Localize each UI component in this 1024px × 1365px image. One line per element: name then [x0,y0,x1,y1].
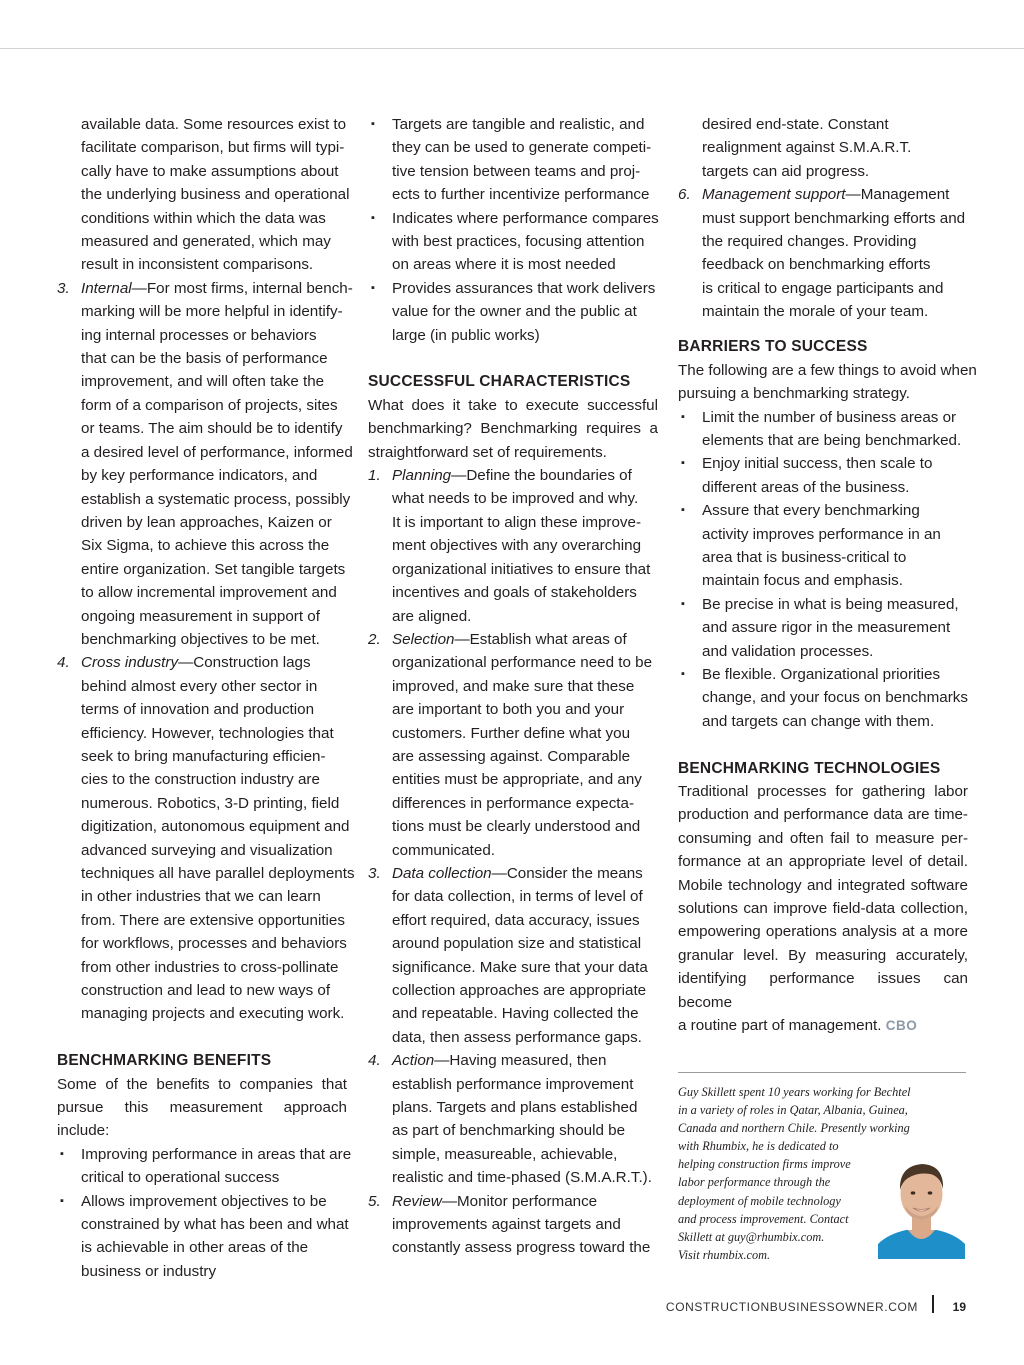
text-line: measured and generated, which may [81,233,331,251]
item-number: 2. [368,630,381,648]
text-line: realignment against S.M.A.R.T. [702,139,912,157]
heading-benchmarking-technologies: BENCHMARKING TECHNOLOGIES [678,759,941,777]
numbered-item [368,1190,658,1260]
paragraph-last-line [678,1014,968,1037]
bio-line: and process improvement. Contact [678,1211,849,1226]
text-line: conditions within which the data was [81,209,326,227]
bullet-line: ects to further incentivize performance [392,186,650,204]
bio-line: Guy Skillett spent 10 years working for Bechtel [678,1085,911,1099]
bullet-marker: ▪ [60,1194,64,1207]
bullet-line: Indicates where performance compares [392,209,659,227]
item-line: Six Sigma, to achieve this across the [81,537,330,555]
heading-benchmarking-benefits: BENCHMARKING BENEFITS [57,1052,272,1070]
bio-line: labor performance through the [678,1175,831,1190]
bio-line: in a variety of roles in Qatar, Albania, Guinea, [678,1103,908,1118]
item-lead: —Construction lags [178,654,311,672]
spacer [678,733,968,756]
item-number: 1. [368,467,381,485]
item-line: cies to the construction industry are [81,771,320,789]
bullet-line: and targets can change with them. [702,712,935,730]
item-number: 6. [678,186,691,204]
bio-line: deployment of mobile technology [678,1193,841,1208]
item-line: collection approaches are appropriate [392,982,647,1000]
item-line: data, then assess performance gaps. [392,1028,642,1046]
bullet-line: elements that are being benchmarked. [702,431,962,449]
paragraph-line: Traditional processes for gathering labor [678,783,968,801]
bullet-item [368,277,658,347]
item-line: for data collection, in terms of level of [392,888,643,906]
item-line: are aligned. [392,607,472,625]
heading-successful-characteristics: SUCCESSFUL CHARACTERISTICS [368,373,631,391]
bullet-marker: ▪ [681,597,685,610]
item-first-line [392,1190,658,1213]
item-line: and repeatable. Having collected the [392,1005,639,1023]
bio-line: Visit rhumbix.com. [678,1247,771,1262]
item-line: a desired level of performance, informed [81,443,353,461]
bullet-line: and validation processes. [702,642,874,660]
bullet-item [57,1143,352,1190]
continuation-paragraph [57,113,350,277]
item-title: Data collection [392,864,492,882]
numbered-item [678,183,968,323]
item-lead: —Having measured, then [434,1052,607,1070]
intro-line: pursuing a benchmarking strategy. [678,385,910,403]
item-line: efficiency. However, technologies that [81,724,334,742]
bullet-marker: ▪ [681,504,685,517]
bullet-line: change, and your focus on benchmarks [702,689,968,707]
item-line: from other industries to cross-pollinate [81,958,339,976]
numbered-item [368,862,658,1049]
bullet-line: on areas where it is most needed [392,256,616,274]
bio-line: Skillett at guy@rhumbix.com. [678,1229,825,1244]
item-line: in other industries that we can learn [81,888,321,906]
paragraph-last-text: a routine part of management. [678,1017,882,1035]
text-line: available data. Some resources exist to [81,116,347,133]
item-first-line [392,1049,658,1072]
continuation-paragraph [678,113,968,183]
item-first-line [392,862,658,885]
bio-divider [678,1072,966,1073]
item-title: Internal [81,279,132,297]
intro-line: pursue this measurement approach include: [57,1099,347,1140]
bullet-line: Limit the number of business areas or [702,408,957,426]
item-line: is critical to engage participants and [702,279,944,297]
page-number: 19 [952,1300,966,1314]
item-line: managing projects and executing work. [81,1005,345,1023]
bullet-line: business or industry [81,1262,217,1280]
paragraph-line: empowering operations analysis at a more [678,923,968,941]
item-line: are important to both you and your [392,701,625,719]
item-line: maintain the morale of your team. [702,303,929,321]
paragraph-line: solutions can improve field-data collection, [678,900,968,918]
item-line: construction and lead to new ways of [81,982,331,1000]
bullet-line: different areas of the business. [702,478,910,496]
text-line: the underlying business and operational [81,186,350,204]
item-first-line [392,628,658,651]
item-line: simple, measureable, achievable, [392,1145,618,1163]
intro-line: Some of the benefits to companies that [57,1075,347,1093]
bullet-line: tive tension between teams and proj- [392,162,641,180]
item-lead: —Management [845,186,950,204]
item-lead: —Monitor performance [441,1192,598,1210]
bullet-item [368,207,658,277]
item-title: Management support [702,186,846,204]
bullet-item [678,663,968,733]
item-line: numerous. Robotics, 3-D printing, field [81,794,340,812]
item-line: entities must be appropriate, and any [392,771,642,789]
item-line: that can be the basis of performance [81,350,328,368]
item-lead: —Define the boundaries of [451,467,632,485]
spacer [368,347,658,370]
item-title: Selection [392,630,455,648]
item-line: for workflows, processes and behaviors [81,935,347,953]
numbered-item [368,464,658,628]
bullet-line: critical to operational success [81,1169,280,1187]
item-line: plans. Targets and plans established [392,1099,638,1117]
item-line: as part of benchmarking should be [392,1122,626,1140]
item-line: tions must be clearly understood and [392,818,641,836]
item-line: establish performance improvement [392,1075,634,1093]
bullet-line: Be precise in what is being measured, [702,595,959,613]
bullet-line: large (in public works) [392,326,540,344]
item-line: significance. Make sure that your data [392,958,648,976]
item-line: realistic and time-phased (S.M.A.R.T.). [392,1169,652,1187]
item-first-line [81,651,347,674]
item-line: customers. Further define what you [392,724,631,742]
bullet-line: activity improves performance in an [702,525,941,543]
bullet-marker: ▪ [371,211,375,224]
bio-line: Canada and northern Chile. Presently working [678,1121,910,1136]
intro-line: straightforward set of requirements. [368,443,607,461]
bullet-item [57,1190,347,1284]
column-1 [57,113,355,1283]
item-lead: —Establish what areas of [454,630,627,648]
item-number: 3. [57,279,70,297]
top-rule [0,48,1024,49]
item-lead: —Consider the means [491,864,643,882]
item-line: seek to bring manufacturing efficien- [81,747,326,765]
item-line: incentives and goals of stakeholders [392,584,637,602]
item-line: must support benchmarking efforts and [702,209,966,227]
bullet-line: Targets are tangible and realistic, and [392,116,645,133]
item-line: ment objectives with any overarching [392,537,642,555]
bullet-line: Assure that every benchmarking [702,502,920,520]
bullet-marker: ▪ [681,457,685,470]
numbered-item [57,651,355,1026]
author-photo [878,1156,965,1259]
item-line: around population size and statistical [392,935,642,953]
paragraph-line: Mobile technology and integrated software [678,876,968,894]
item-line: or teams. The aim should be to identify [81,420,343,438]
item-line: entire organization. Set tangible targets [81,560,346,578]
numbered-item [368,628,658,862]
item-number: 4. [368,1052,381,1070]
bullet-marker: ▪ [371,118,375,130]
paragraph-line: identifying performance issues can become [678,970,968,1011]
bullet-line: maintain focus and emphasis. [702,572,903,590]
bullet-item [368,113,658,207]
bullet-line: Provides assurances that work delivers [392,279,656,297]
bullet-line: and assure rigor in the measurement [702,619,951,637]
bullet-marker: ▪ [60,1147,64,1160]
column-2 [368,113,658,1260]
intro-line: benchmarking? Benchmarking requires a [368,420,658,438]
bullet-line: with best practices, focusing attention [392,233,645,251]
item-title: Review [392,1192,442,1210]
item-line: terms of innovation and production [81,701,315,719]
bullet-marker: ▪ [681,410,685,423]
text-line: facilitate comparison, but firms will typi- [81,139,345,157]
item-line: differences in performance expecta- [392,794,635,812]
text-line: cally have to make assumptions about [81,162,339,180]
bullet-line: Improving performance in areas that are [81,1145,352,1163]
item-title: Action [392,1052,435,1070]
bullet-line: value for the owner and the public at [392,303,637,321]
numbered-item [57,277,353,652]
bullet-line: Allows improvement objectives to be [81,1192,327,1210]
item-line: to allow incremental improvement and [81,584,337,602]
bullet-line: Be flexible. Organizational priorities [702,666,941,684]
bullet-item [678,593,968,663]
bullet-line: they can be used to generate competi- [392,139,652,157]
bio-line: helping construction firms improve [678,1157,851,1172]
bullet-marker: ▪ [681,668,685,681]
bullet-line: constrained by what has been and what [81,1216,349,1234]
item-number: 5. [368,1192,381,1210]
item-line: benchmarking objectives to be met. [81,630,320,648]
text-line: desired end-state. Constant [702,116,889,133]
paragraph-line: formance at an appropriate level of detail. [678,853,968,871]
item-line: from. There are extensive opportunities [81,911,345,929]
item-line: digitization, autonomous equipment and [81,818,350,836]
item-line: techniques all have parallel deployments [81,865,355,882]
bio-line: with Rhumbix, he is dedicated to [678,1139,839,1154]
item-first-line [392,464,658,487]
heading-barriers-to-success: BARRIERS TO SUCCESS [678,338,868,356]
spacer [678,324,968,336]
item-line: organizational performance need to be [392,654,653,672]
item-line: improvements against targets and [392,1216,621,1234]
item-line: improvement, and will often take the [81,373,325,391]
bullet-line: Enjoy initial success, then scale to [702,455,933,473]
item-line: ongoing measurement in support of [81,607,320,625]
item-first-line [702,183,968,206]
item-number: 4. [57,654,70,672]
item-title: Cross industry [81,654,179,672]
item-line: advanced surveying and visualization [81,841,333,859]
intro-line: What does it take to execute successful [368,396,658,414]
item-line: communicated. [392,841,495,859]
item-line: form of a comparison of projects, sites [81,396,338,414]
bullet-item [678,452,968,499]
spacer [57,1026,347,1049]
item-line: establish a systematic process, possibly [81,490,351,508]
end-mark-cbo: CBO [885,1018,918,1034]
paragraph-line: consuming and often fail to measure per- [678,829,968,847]
bullet-line: is achievable in other areas of the [81,1239,309,1257]
item-line: improved, and make sure that these [392,677,635,695]
item-line: effort required, data accuracy, issues [392,911,640,929]
item-line: the required changes. Providing [702,233,917,251]
item-line: constantly assess progress toward the [392,1239,651,1257]
item-lead: —For most firms, internal bench- [131,279,353,297]
page-footer [600,1298,970,1318]
intro-line: The following are a few things to avoid when [678,361,977,379]
item-number: 3. [368,864,381,882]
item-line: are assessing against. Comparable [392,747,631,765]
paragraph-line: granular level. By measuring accurately, [678,946,968,964]
item-line: behind almost every other sector in [81,677,318,695]
item-line: what needs to be improved and why. [392,490,639,508]
bullet-marker: ▪ [371,281,375,294]
bullet-item [678,499,968,593]
item-line: feedback on benchmarking efforts [702,256,931,274]
bullet-item [678,406,968,453]
item-line: marking will be more helpful in identify- [81,303,343,321]
item-line: by key performance indicators, and [81,467,318,485]
item-line: organizational initiatives to ensure that [392,560,651,578]
footer-divider [932,1295,934,1313]
item-first-line [81,277,353,300]
item-title: Planning [392,467,452,485]
bullet-line: area that is business-critical to [702,549,907,566]
text-line: result in inconsistent comparisons. [81,256,314,274]
footer-site: CONSTRUCTIONBUSINESSOWNER.COM [665,1300,918,1314]
text-line: targets can aid progress. [702,162,870,180]
item-line: ing internal processes or behaviors [81,326,317,344]
column-3 [678,113,977,1038]
item-line: driven by lean approaches, Kaizen or [81,513,332,531]
item-line: It is important to align these improve- [392,513,642,531]
paragraph-line: production and performance data are time- [678,806,968,824]
author-portrait-image [878,1156,965,1259]
numbered-item [368,1049,658,1189]
